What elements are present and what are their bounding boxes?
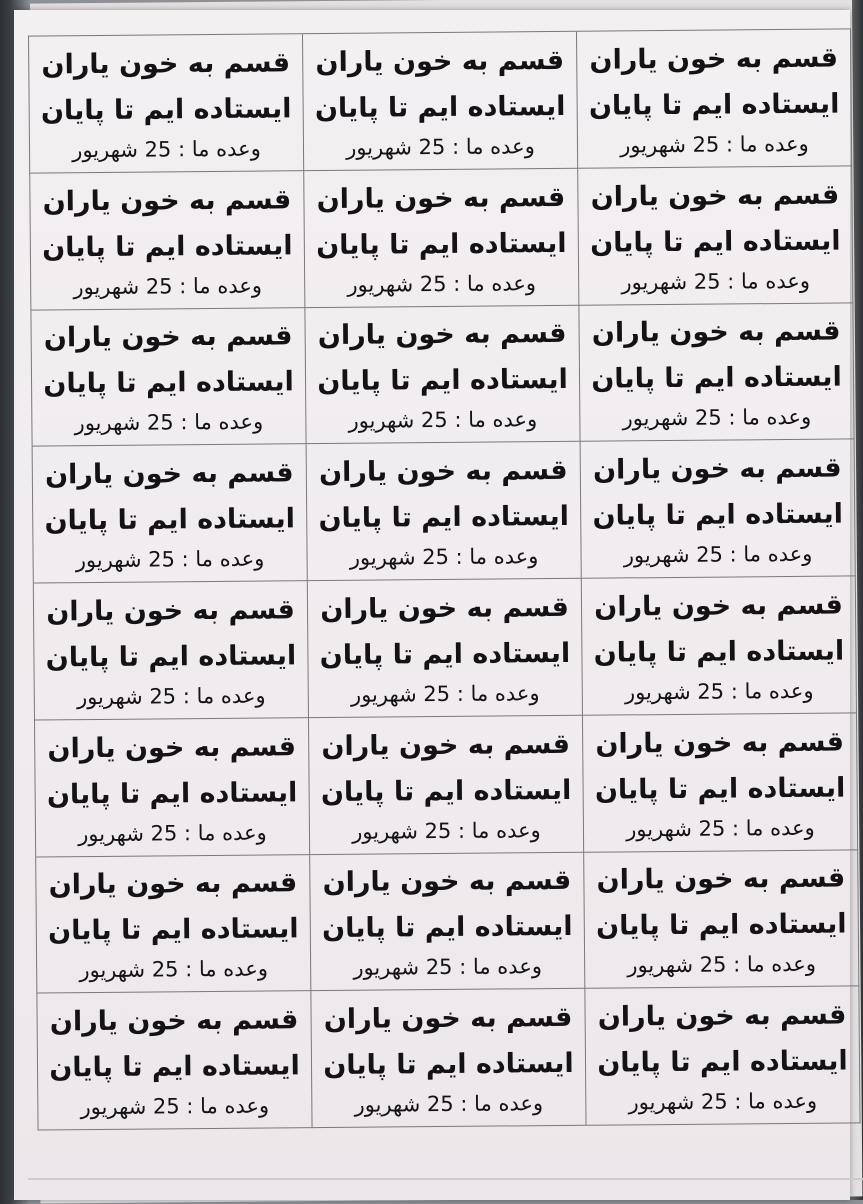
sticker-label [303,32,578,171]
sticker-line3: وعده ما : 25 شهریور [74,409,264,436]
sticker-line1: قسم به خون یاران [46,594,295,628]
sticker-line3: وعده ما : 25 شهریور [78,820,267,846]
sticker-line3: وعده ما : 25 شهریور [354,1091,544,1117]
sticker-label [29,34,304,173]
sticker-label [582,576,857,715]
sticker-line2: ایستاده ایم تا پایان [44,503,296,537]
sticker-line2: ایستاده ایم تا پایان [46,776,298,811]
sticker-grid [28,28,861,1130]
sticker-label [581,440,856,579]
sticker-line1: قسم به خون یاران [44,457,294,491]
sticker-label [309,716,584,855]
sticker-line2: ایستاده ایم تا پایان [318,501,570,535]
sticker-line1: قسم به خون یاران [597,999,847,1033]
sticker-line2: ایستاده ایم تا پایان [40,93,292,127]
sticker-line1: قسم به خون یاران [320,591,569,625]
sticker-line2: ایستاده ایم تا پایان [314,90,566,124]
sticker-line3: وعده ما : 25 شهریور [350,681,540,707]
sticker-line2: ایستاده ایم تا پایان [589,225,841,259]
printed-sheet [14,10,850,1200]
sticker-line2: ایستاده ایم تا پایان [323,1047,574,1082]
sticker-line3: وعده ما : 25 شهریور [346,134,535,160]
sticker-line1: قسم به خون یاران [592,452,842,486]
sticker-line3: وعده ما : 25 شهریور [75,546,265,573]
sticker-label [585,987,860,1126]
sticker-line1: قسم به خون یاران [594,589,843,623]
sticker-label [307,442,582,581]
sticker-line3: وعده ما : 25 شهریور [628,1088,818,1115]
sticker-line1: قسم به خون یاران [318,455,568,489]
sticker-line3: وعده ما : 25 شهریور [73,273,263,299]
sticker-line1: قسم به خون یاران [316,181,566,215]
sticker-line2: ایستاده ایم تا پایان [595,908,847,943]
sticker-line3: وعده ما : 25 شهریور [349,544,539,570]
sticker-line3: وعده ما : 25 شهریور [620,131,809,158]
sticker-line1: قسم به خون یاران [43,320,293,354]
sticker-line1: قسم به خون یاران [591,315,841,350]
sticker-line1: قسم به خون یاران [47,730,297,765]
sticker-label [305,305,580,444]
sticker-line3: وعده ما : 25 شهریور [622,405,812,431]
sticker-line3: وعده ما : 25 شهریور [352,817,541,844]
sticker-label [579,303,854,442]
sticker-label [308,579,583,718]
sticker-line1: قسم به خون یاران [317,318,567,352]
sticker-line3: وعده ما : 25 شهریور [627,952,817,978]
sticker-label [37,991,312,1130]
sticker-label [577,29,852,168]
sticker-label [34,581,309,720]
sticker-line1: قسم به خون یاران [323,1002,573,1036]
sticker-label [304,169,579,308]
sticker-label [584,850,859,989]
sticker-line2: ایستاده ایم تا پایان [594,772,846,806]
sticker-label [35,718,310,857]
sticker-line1: قسم به خون یاران [49,1004,299,1038]
sticker-line2: ایستاده ایم تا پایان [319,637,571,671]
sticker-line2: ایستاده ایم تا پایان [591,361,842,396]
sticker-label [31,308,306,447]
sticker-line3: وعده ما : 25 شهریور [79,956,269,983]
sticker-line1: قسم به خون یاران [590,179,840,213]
sticker-line2: ایستاده ایم تا پایان [320,774,572,808]
sticker-line2: ایستاده ایم تا پایان [597,1045,848,1079]
sticker-label [36,855,311,994]
sticker-line2: ایستاده ایم تا پایان [321,911,573,945]
sticker-line3: وعده ما : 25 شهریور [348,407,538,434]
sticker-line3: وعده ما : 25 شهریور [621,268,811,295]
sticker-label [30,171,305,310]
sticker-line1: قسم به خون یاران [41,47,291,81]
sticker-line3: وعده ما : 25 شهریور [76,683,266,710]
sticker-line2: ایستاده ایم تا پایان [588,88,840,122]
sheet-bottom-edge [28,1178,863,1180]
sticker-line1: قسم به خون یاران [321,728,571,762]
sticker-label [311,989,586,1128]
sticker-line2: ایستاده ایم تا پایان [593,635,845,669]
sticker-label [33,444,308,583]
sticker-line3: وعده ما : 25 شهریور [353,954,543,981]
sticker-label [310,852,585,991]
sticker-line2: ایستاده ایم تا پایان [45,640,297,674]
sticker-line3: وعده ما : 25 شهریور [626,815,815,842]
sticker-line3: وعده ما : 25 شهریور [623,541,813,568]
sticker-line2: ایستاده ایم تا پایان [317,364,568,398]
sticker-line2: ایستاده ایم تا پایان [43,366,294,400]
sticker-line2: ایستاده ایم تا پایان [315,227,567,261]
sticker-line3: وعده ما : 25 شهریور [80,1093,270,1120]
sticker-label [578,166,853,305]
sticker-line1: قسم به خون یاران [322,865,572,899]
sticker-line1: قسم به خون یاران [48,867,298,901]
sticker-line2: ایستاده ایم تا پایان [49,1050,300,1084]
sticker-line3: وعده ما : 25 شهریور [624,678,814,705]
sticker-line2: ایستاده ایم تا پایان [47,913,299,947]
sticker-line3: وعده ما : 25 شهریور [72,136,261,163]
sticker-line1: قسم به خون یاران [315,44,565,78]
sticker-line2: ایستاده ایم تا پایان [41,229,293,264]
sticker-line1: قسم به خون یاران [42,183,292,218]
sticker-line1: قسم به خون یاران [595,726,845,760]
sticker-line1: قسم به خون یاران [589,42,839,76]
sticker-label [583,713,858,852]
sticker-line1: قسم به خون یاران [596,862,846,897]
sticker-line2: ایستاده ایم تا پایان [592,498,844,532]
sticker-line3: وعده ما : 25 شهریور [347,270,537,297]
